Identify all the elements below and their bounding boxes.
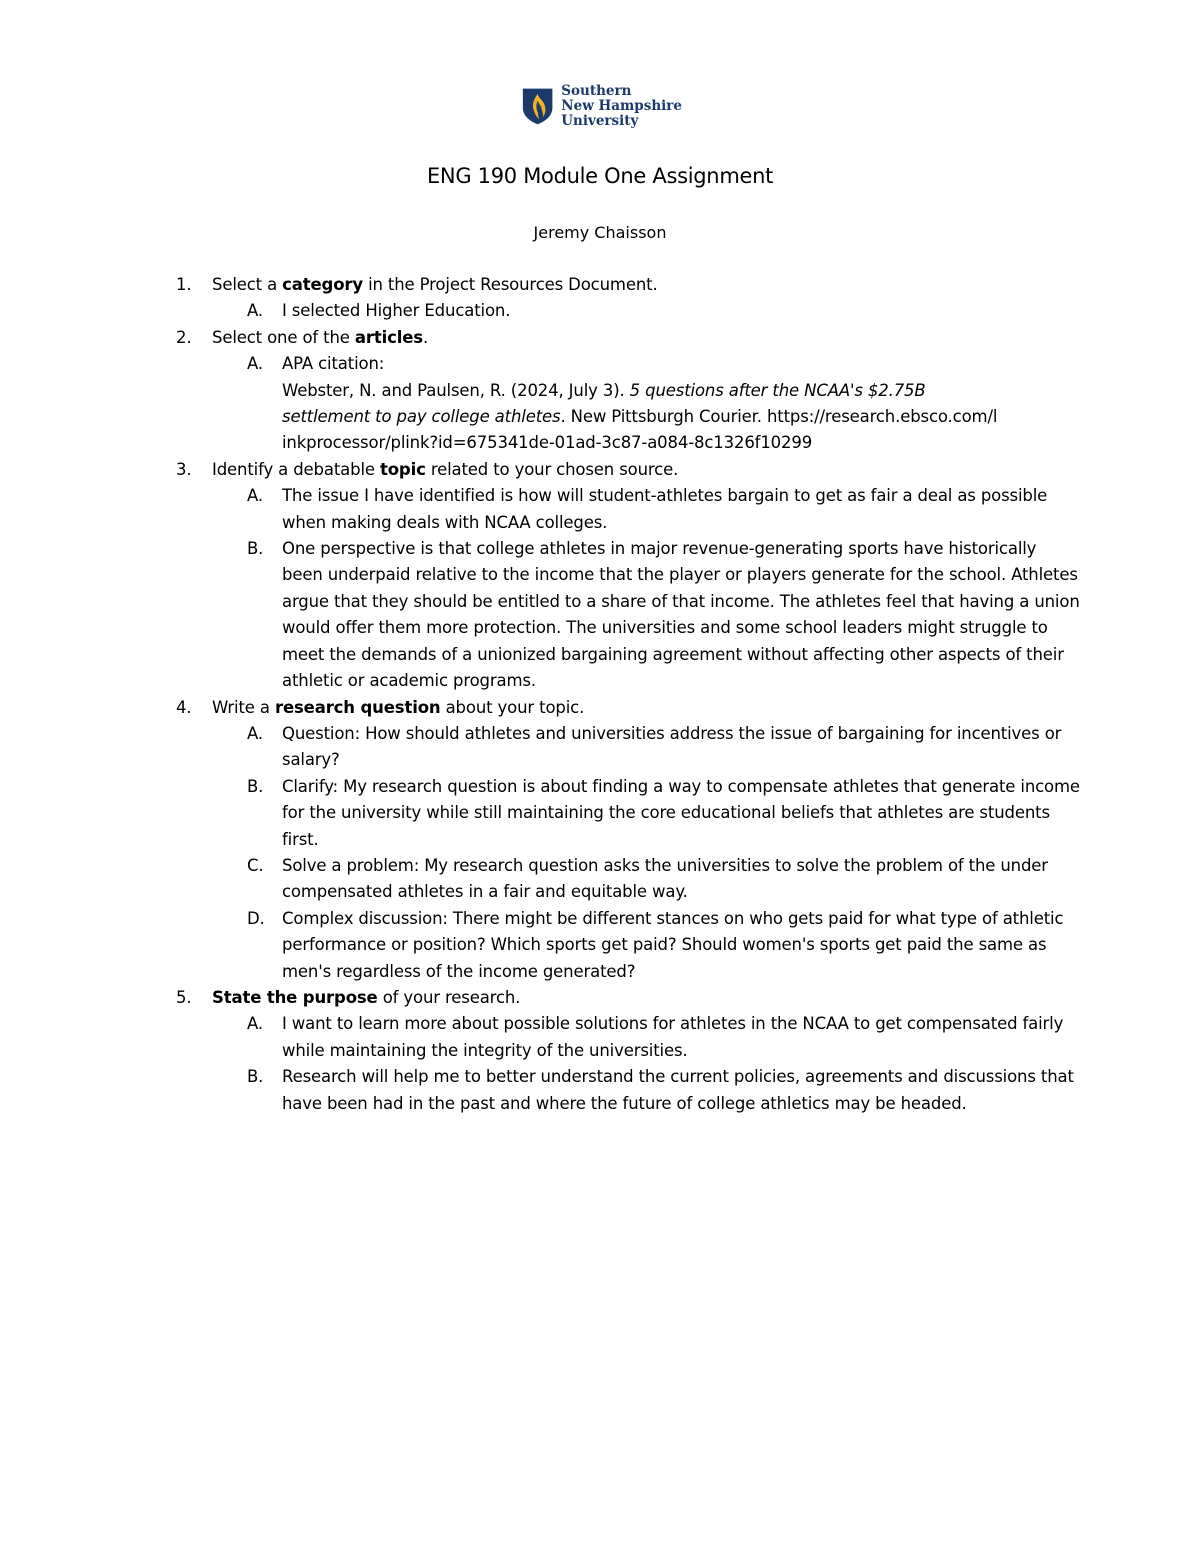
question-text-pre: Write a	[212, 697, 275, 717]
question-1	[0, 272, 1200, 298]
question-text-post: in the Project Resources Document.	[363, 275, 658, 294]
question-number: 1.	[176, 275, 192, 294]
answer-text: I want to learn more about possible solutions for athletes in the NCAA to get compensated fairly while maintaining the integrity of the universities.	[282, 1014, 1064, 1060]
university-logo	[522, 84, 682, 132]
answer-text: Question: How should athletes and universities address the issue of bargaining for incentives or salary?	[282, 723, 1062, 770]
question-text-pre: Identify a debatable	[212, 459, 380, 479]
answer-text: APA citation:	[282, 354, 385, 374]
answer-text: Clarify: My research question is about finding a way to compensate athletes that generate income for the university while still maintaining the core educational beliefs that athletes are students first.	[282, 776, 1080, 849]
answer-label: A.	[247, 486, 263, 506]
question-3	[0, 457, 1200, 483]
question-number: 4.	[176, 697, 192, 717]
answer-label: C.	[247, 855, 264, 875]
answer-text: The issue I have identified is how will student-athletes bargain to get as fair a deal as possible when making deals with NCAA colleges.	[282, 486, 1048, 532]
question-5	[0, 985, 1200, 1011]
question-keyword: category	[282, 275, 363, 294]
question-number: 5.	[176, 987, 192, 1007]
question-number: 3.	[176, 459, 192, 479]
question-keyword: topic	[379, 459, 426, 479]
answer-1a	[0, 298, 1200, 324]
question-text-post: about your topic.	[440, 697, 585, 717]
answer-label: A.	[247, 301, 263, 321]
answer-label: A.	[247, 1014, 263, 1034]
question-text-post: of your research.	[377, 987, 521, 1007]
author-name: Jeremy Chaisson	[533, 223, 667, 242]
answer-text: Research will help me to better understand the current policies, agreements and discussions that have been had in the past and where the future of college athletics may be headed.	[282, 1067, 1074, 1113]
answer-label: A.	[247, 723, 263, 743]
question-text-pre: Select one of the	[212, 327, 355, 347]
shield-flame-icon	[522, 84, 553, 128]
answer-2a	[0, 351, 1200, 377]
apa-citation	[0, 378, 1200, 457]
citation-title: 5 questions after the NCAA's $2.75B settlement to pay college athletes	[282, 380, 926, 427]
answer-label: B.	[247, 1067, 264, 1087]
question-text-pre: Select a	[212, 275, 283, 294]
question-keyword: articles	[354, 327, 423, 347]
answer-text: Complex discussion: There might be different stances on who gets paid for what type of athletic performance or position? Which sports get paid? Should women's sports get paid the same as men's regardless of the income generated?	[282, 908, 1064, 981]
answer-text: Solve a problem: My research question asks the universities to solve the problem of the under compensated athletes in a fair and equitable way.	[282, 855, 1048, 902]
answer-4c	[0, 853, 1200, 906]
question-keyword: research question	[274, 697, 441, 717]
logo-line-3: University	[561, 113, 639, 129]
logo-wordmark	[561, 84, 682, 129]
question-number: 2.	[176, 327, 192, 347]
answer-3a	[0, 483, 1200, 536]
answer-label: D.	[247, 908, 265, 928]
document-title: ENG 190 Module One Assignment	[426, 164, 774, 188]
answer-4a	[0, 721, 1200, 774]
question-text-post: .	[422, 327, 429, 347]
answer-text: One perspective is that college athletes in major revenue-generating sports have historically been underpaid relative to the income that the player or players generate for the school. Athletes argue that they should be entitled to a share of that income. The athletes feel that having a union would offer them more protection. The universities and some school leaders might struggle to meet the demands of a unionized bargaining agreement without affecting other aspects of their athletic or academic programs.	[282, 539, 1080, 691]
question-text-post: related to your chosen source.	[425, 459, 679, 479]
answer-label: B.	[247, 776, 264, 796]
answer-text: I selected Higher Education.	[282, 301, 511, 321]
answer-label: B.	[247, 539, 264, 559]
question-keyword: State the purpose	[212, 987, 378, 1007]
answer-4d	[0, 906, 1200, 985]
question-4	[0, 695, 1200, 721]
answer-label: A.	[247, 354, 263, 374]
answer-3b	[0, 536, 1200, 694]
citation-authors: Webster, N. and Paulsen, R. (2024, July 3).	[282, 380, 630, 400]
question-2	[0, 325, 1200, 351]
logo-line-1: Southern	[561, 83, 632, 99]
logo-line-2: New Hampshire	[561, 98, 682, 114]
answer-5b	[0, 1064, 1200, 1117]
citation-url[interactable]: https://research.ebsco.com/linkprocessor/plink?id=675341de-01ad-3c87-a084-8c1326f10299	[282, 407, 998, 453]
assignment-list	[0, 272, 1200, 1117]
citation-publisher: . New Pittsburgh Courier.	[560, 407, 762, 427]
answer-5a	[0, 1011, 1200, 1064]
answer-4b	[0, 774, 1200, 853]
